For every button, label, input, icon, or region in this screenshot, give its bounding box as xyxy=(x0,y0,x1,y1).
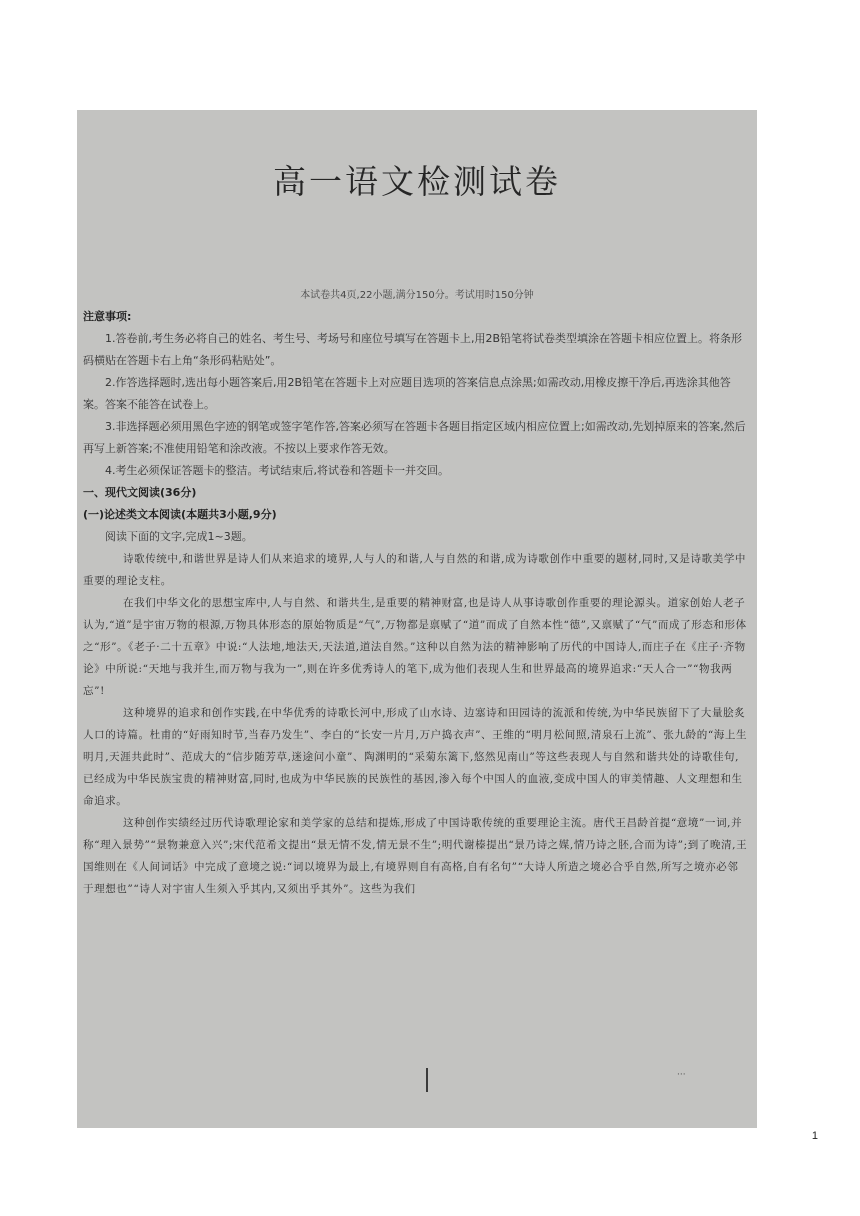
page-mark xyxy=(426,1068,428,1092)
subsection-heading: (一)论述类文本阅读(本题共3小题,9分) xyxy=(83,508,277,521)
scanned-page xyxy=(77,110,757,1128)
passage-paragraph: 诗歌传统中,和谐世界是诗人们从来追求的境界,人与人的和谐,人与自然的和谐,成为诗歌创作中重要的题材,同时,又是诗歌美学中重要的理论支柱。 xyxy=(83,553,747,587)
section-heading: 一、现代文阅读(36分) xyxy=(83,486,197,499)
page-number: 1 xyxy=(811,1130,818,1142)
bottom-dots: ··· xyxy=(677,1070,686,1080)
passage-paragraph: 在我们中华文化的思想宝库中,人与自然、和谐共生,是重要的精神财富,也是诗人从事诗歌创作重要的理论源头。道家创始人老子认为,“道”是宇宙万物的根源,万物具体形态的原始物质是“气”,万物都是禀赋了“道”而成了自然本性“德”,又禀赋了“气”而成了形态和形体之“形”。《老子·二十五章》中说:“人法地,地法天,天法道,道法自然。”这种以自然为法的精神影响了历代的中国诗人,而庄子在《庄子·齐物论》中所说:“天地与我并生,而万物与我为一”,则在许多优秀诗人的笔下,成为他们表现人生和世界最高的境界追求:“天人合一”“物我两忘”! xyxy=(83,597,747,697)
exam-body xyxy=(83,306,749,900)
notice-item: 2.作答选择题时,选出每小题答案后,用2B铅笔在答题卡上对应题目选项的答案信息点涂黑;如需改动,用橡皮擦干净后,再选涂其他答案。答案不能答在试卷上。 xyxy=(83,376,731,411)
exam-title: 高一语文检测试卷 xyxy=(273,162,561,201)
notice-item: 4.考生必须保证答题卡的整洁。考试结束后,将试卷和答题卡一并交回。 xyxy=(105,464,449,477)
passage-paragraph: 这种境界的追求和创作实践,在中华优秀的诗歌长河中,形成了山水诗、边塞诗和田园诗的流派和传统,为中华民族留下了大量脍炙人口的诗篇。杜甫的“好雨知时节,当春乃发生”、李白的“长安一片月,万户捣衣声”、王维的“明月松间照,清泉石上流”、张九龄的“海上生明月,天涯共此时”、范成大的“信步随芳草,迷途问小童”、陶渊明的“采菊东篱下,悠然见南山”等这些表现人与自然和谐共处的诗歌佳句,已经成为中华民族宝贵的精神财富,同时,也成为中华民族的民族性的基因,渗入每个中国人的血液,变成中国人的审美情趣、人文理想和生命追求。 xyxy=(83,707,748,807)
passage-paragraph: 这种创作实绩经过历代诗歌理论家和美学家的总结和提炼,形成了中国诗歌传统的重要理论主流。唐代王昌龄首提“意境”一词,并称“理入景势”“景物兼意入兴”;宋代范希文提出“景无情不发,情无景不生”;明代谢榛提出“景乃诗之媒,情乃诗之胚,合而为诗”;到了晚清,王国维则在《人间词话》中完成了意境之说:“词以境界为最上,有境界则自有高格,自有名句”“大诗人所造之境必合乎自然,所写之境亦必邻于理想也”“诗人对宇宙人生须入乎其内,又须出乎其外”。这些为我们 xyxy=(83,817,748,895)
reading-instruction: 阅读下面的文字,完成1~3题。 xyxy=(105,530,253,543)
notice-heading: 注意事项: xyxy=(83,310,132,323)
notice-item: 3.非选择题必须用黑色字迹的钢笔或签字笔作答,答案必须写在答题卡各题目指定区域内相应位置上;如需改动,先划掉原来的答案,然后再写上新答案;不准使用铅笔和涂改液。不按以上要求作答无效。 xyxy=(83,420,746,455)
exam-subtitle: 本试卷共4页,22小题,满分150分。考试用时150分钟 xyxy=(300,290,534,301)
notice-item: 1.答卷前,考生务必将自己的姓名、考生号、考场号和座位号填写在答题卡上,用2B铅笔将试卷类型填涂在答题卡相应位置上。将条形码横贴在答题卡右上角“条形码粘贴处”。 xyxy=(83,332,743,367)
